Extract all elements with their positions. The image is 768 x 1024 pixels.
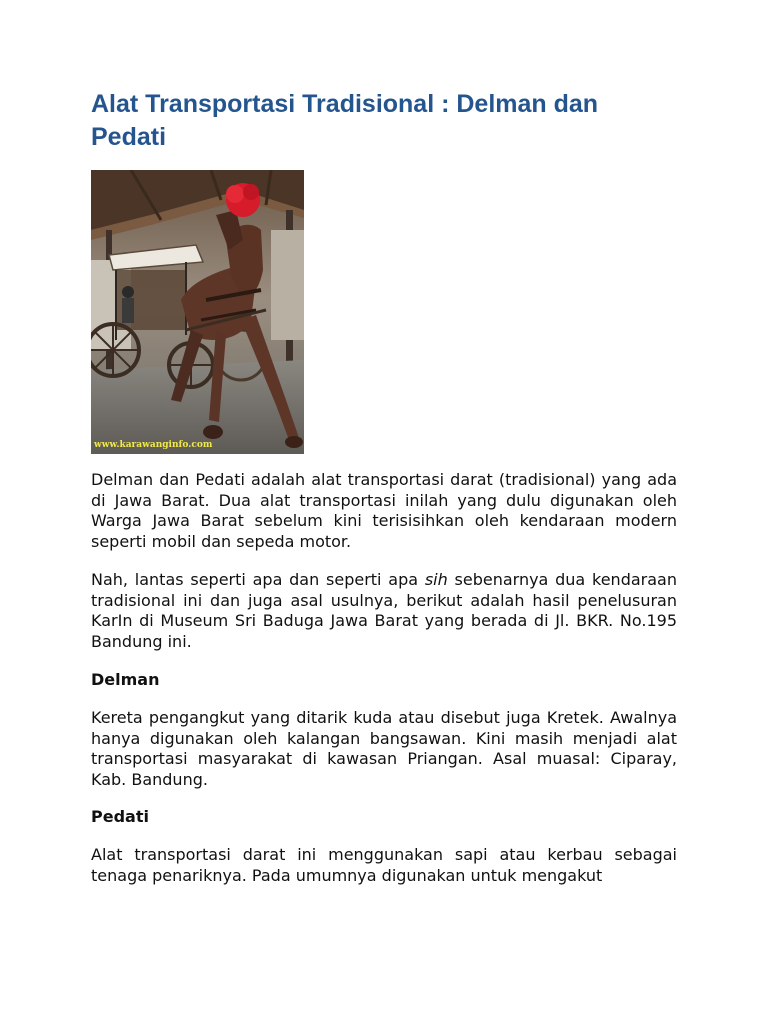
heading-pedati: Pedati <box>91 807 149 826</box>
delman-photo-illustration <box>91 170 304 454</box>
paragraph-museum-part1: Nah, lantas seperti apa dan seperti apa <box>91 570 425 589</box>
article-title: Alat Transportasi Tradisional : Delman dan Pedati <box>91 90 599 151</box>
paragraph-intro: Delman dan Pedati adalah alat transportasi darat (tradisional) yang ada di Jawa Barat. Dua alat transportasi inilah yang dulu digunakan oleh Warga Jawa Barat sebelum kini terisisihkan oleh kendaraan modern seperti mobil dan sepeda motor. <box>91 470 677 551</box>
paragraph-delman: Kereta pengangkut yang ditarik kuda atau disebut juga Kretek. Awalnya hanya digunakan oleh kalangan bangsawan. Kini masih menjadi alat transportasi masyarakat di kawasan Priangan. Asal muasal: Ciparay, Kab. Bandung. <box>91 708 677 789</box>
paragraph-museum <box>91 570 677 652</box>
paragraph-museum-italic: sih <box>424 570 448 589</box>
paragraph-pedati: Alat transportasi darat ini menggunakan sapi atau kerbau sebagai tenaga penariknya. Pada umumnya digunakan untuk mengakut <box>91 845 677 885</box>
delman-photo <box>91 170 304 454</box>
paragraph-museum-part2: sebenarnya dua kendaraan tradisional ini dan juga asal usulnya, berikut adalah hasil penelusuran KarIn di Museum Sri Baduga Jawa Barat yang berada di Jl. BKR. No.195 Bandung ini. <box>91 570 677 651</box>
heading-delman: Delman <box>91 670 160 689</box>
document-page <box>91 0 677 1024</box>
photo-watermark: www.karawanginfo.com <box>94 440 213 450</box>
